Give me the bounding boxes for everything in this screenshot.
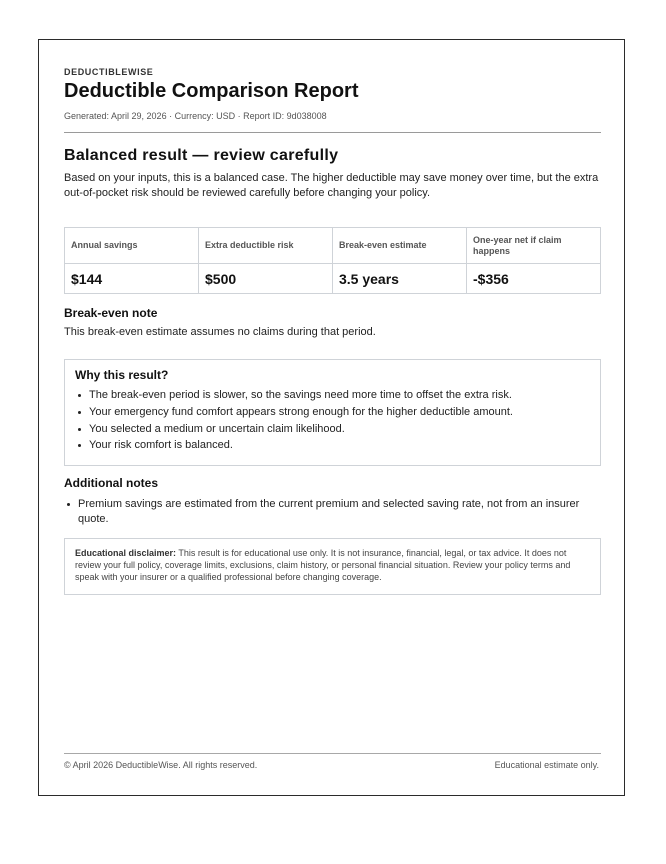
why-list (75, 388, 590, 455)
stat-label: Annual savings (65, 228, 198, 264)
stats-table (64, 227, 601, 294)
list-item: The break-even period is slower, so the savings need more time to offset the extra risk. (75, 388, 590, 403)
list-item: You selected a medium or uncertain claim likelihood. (75, 422, 590, 437)
footer-divider (64, 753, 601, 754)
footer-copyright: © April 2026 DeductibleWise. All rights reserved. (64, 760, 258, 770)
stat-label: Break-even estimate (333, 228, 466, 264)
stat-label: One-year net if claim happens (467, 228, 600, 264)
stat-extra-deductible-risk (199, 228, 333, 293)
break-even-heading: Break-even note (64, 306, 158, 320)
header-divider (64, 132, 601, 133)
disclaimer-box (64, 538, 601, 595)
notes-list (64, 497, 589, 527)
break-even-text: This break-even estimate assumes no claims during that period. (64, 326, 376, 338)
disclaimer-text: This result is for educational use only. It is not insurance, financial, legal, or tax advice. It does not review your full policy, coverage limits, exclusions, claim history, or personal financial situation. Review your policy terms and speak with your insurer or a qualified professional before changing coverage. (75, 548, 571, 582)
result-heading: Balanced result — review carefully (64, 147, 339, 164)
stat-value: 3.5 years (339, 270, 399, 287)
disclaimer-label: Educational disclaimer: (75, 548, 177, 558)
additional-notes-heading: Additional notes (64, 476, 158, 490)
brand-name: DEDUCTIBLEWISE (64, 67, 154, 77)
stat-value: -$356 (473, 270, 509, 287)
stat-label: Extra deductible risk (199, 228, 332, 264)
stat-value: $500 (205, 270, 237, 287)
report-page (38, 39, 625, 796)
report-meta: Generated: April 29, 2026 · Currency: USD · Report ID: 9d038008 (64, 111, 327, 121)
report-title: Deductible Comparison Report (64, 80, 359, 102)
footer-note: Educational estimate only. (494, 760, 599, 770)
stat-annual-savings (65, 228, 199, 293)
stat-value: $144 (71, 270, 103, 287)
result-summary: Based on your inputs, this is a balanced case. The higher deductible may save money over time, but the extra out-of-pocket risk should be reviewed carefully before changing your policy. (64, 172, 599, 199)
list-item: Premium savings are estimated from the current premium and selected saving rate, not from an insurer quote. (64, 497, 589, 527)
stat-one-year-net (467, 228, 600, 293)
why-result-box (64, 359, 601, 466)
why-heading: Why this result? (75, 368, 169, 382)
list-item: Your emergency fund comfort appears strong enough for the higher deductible amount. (75, 405, 590, 420)
list-item: Your risk comfort is balanced. (75, 438, 590, 453)
stat-break-even-estimate (333, 228, 467, 293)
